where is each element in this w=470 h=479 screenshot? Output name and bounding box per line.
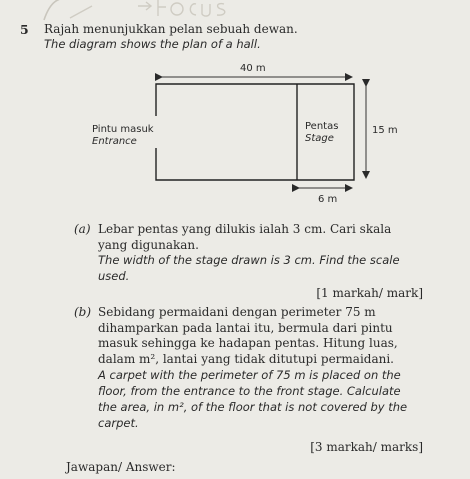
part-a-english-line-1: The width of the stage drawn is 3 cm. Find the scale (98, 253, 400, 267)
stage-width-label: 6 m (318, 194, 338, 205)
answer-label: Jawapan/ Answer: (66, 460, 176, 474)
part-b-malay-line-3: masuk sehingga ke hadapan pentas. Hitung luas, (98, 336, 398, 350)
question-stem-malay: Rajah menunjukkan pelan sebuah dewan. (44, 22, 298, 36)
hall-outline (156, 84, 354, 180)
part-a-label: (a) (74, 222, 91, 236)
part-a-malay-line-2: yang digunakan. (98, 238, 199, 252)
part-b-english-line-4: carpet. (98, 416, 139, 430)
question-stem-english: The diagram shows the plan of a hall. (44, 37, 261, 51)
part-b-malay-line-1: Sebidang permaidani dengan perimeter 75 m (98, 305, 376, 319)
stage-label-malay: Pentas (305, 121, 339, 132)
hall-plan-diagram (0, 0, 470, 220)
part-b-marks: [3 markah/ marks] (310, 440, 423, 454)
part-b-malay-line-4: dalam m², lantai yang tidak ditutupi permaidani. (98, 352, 394, 366)
part-a-english-line-2: used. (98, 269, 130, 283)
entrance-label-english: Entrance (92, 136, 137, 147)
hall-width-label: 15 m (372, 125, 398, 136)
hall-length-label: 40 m (240, 63, 266, 74)
entrance-label-malay: Pintu masuk (92, 124, 154, 135)
part-a-marks: [1 markah/ mark] (316, 286, 423, 300)
part-b-label: (b) (74, 305, 92, 319)
part-b-english-line-1: A carpet with the perimeter of 75 m is placed on the (98, 368, 401, 382)
part-a-malay-line-1: Lebar pentas yang dilukis ialah 3 cm. Cari skala (98, 222, 392, 236)
stage-label-english: Stage (305, 133, 334, 144)
part-b-malay-line-2: dihamparkan pada lantai itu, bermula dari pintu (98, 321, 393, 335)
question-number: 5 (20, 22, 29, 37)
part-b-english-line-2: floor, from the entrance to the front stage. Calculate (98, 384, 401, 398)
part-b-english-line-3: the area, in m², of the floor that is not covered by the (98, 400, 408, 414)
